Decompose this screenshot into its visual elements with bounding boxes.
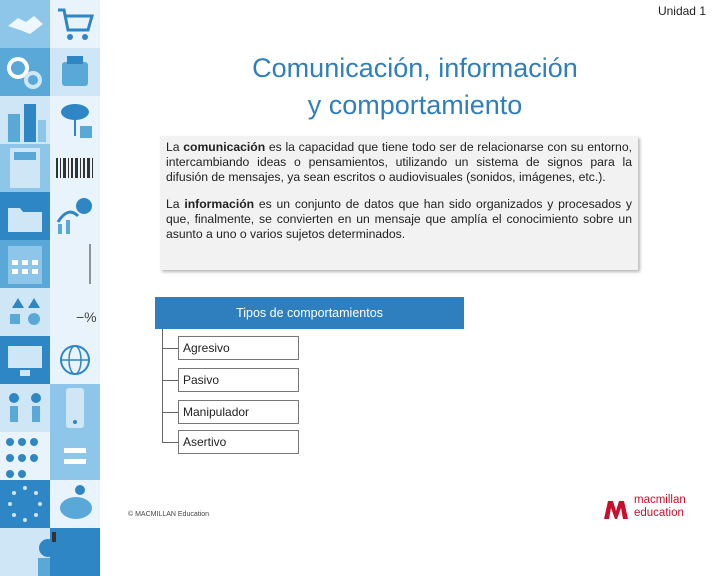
logo-line-2: education: [634, 507, 684, 519]
copyright-notice: © MACMILLAN Education: [128, 511, 210, 518]
piggy-bank-icon: [50, 480, 100, 528]
tree-branch: [162, 380, 178, 381]
behavior-type-pasivo: Pasivo: [178, 368, 299, 392]
cloud-network-icon: [50, 96, 100, 144]
behavior-type-manipulador: Manipulador: [178, 400, 299, 424]
desk-icon: [50, 528, 100, 576]
definitions-box: [160, 136, 638, 270]
communication-definition: [166, 140, 632, 185]
eu-stars-icon: [0, 480, 50, 528]
page-title-line-2: y comportamiento: [307, 90, 523, 120]
information-term: información: [184, 197, 255, 211]
shapes-icon: [0, 288, 50, 336]
communication-text: es la capacidad que tiene todo ser de relacionarse con su entorno, intercambiando ideas o pensamientos, utilizando un sistema de signos para la difusión de mensajes, ya sean escritos o audiovisuales (sonidos, imágenes, etc.).: [166, 140, 632, 184]
currency-exchange-icon: [50, 192, 100, 240]
buildings-icon: [0, 96, 50, 144]
sidebar-icon-strip: [0, 0, 100, 540]
equals-icon: [50, 432, 100, 480]
macmillan-logo-mark: [602, 495, 630, 523]
behavior-type-agresivo: Agresivo: [178, 336, 299, 360]
macmillan-logo: [598, 492, 706, 526]
communication-term: comunicación: [183, 140, 266, 154]
handshake-icon: [0, 0, 50, 48]
folder-icon: [0, 192, 50, 240]
mobile-icon: [50, 384, 100, 432]
calculator-icon: [0, 144, 50, 192]
svg-text:−%: −%: [76, 309, 97, 325]
gears-icon: [0, 48, 50, 96]
tree-connector: [162, 329, 163, 443]
tree-branch: [162, 412, 178, 413]
page-title-line-1: Comunicación, información: [252, 53, 578, 83]
unit-label: Unidad 1: [657, 4, 706, 18]
person-headset-icon: [0, 528, 50, 576]
behavior-type-asertivo: Asertivo: [178, 430, 299, 454]
chart-percent-icon: [50, 240, 100, 288]
calculator-keys-icon: [0, 240, 50, 288]
percent-icon: [50, 288, 100, 336]
barcode-icon: [50, 144, 100, 192]
logo-line-1: macmillan: [634, 494, 686, 506]
people-arrows-icon: [0, 384, 50, 432]
definition-prefix: La: [166, 197, 185, 211]
page-title: [200, 50, 630, 124]
tree-branch: [162, 442, 178, 443]
behavior-types-header: Tipos de comportamientos: [155, 297, 464, 329]
people-group-icon: [0, 432, 50, 480]
information-text: es un conjunto de datos que han sido organizados y procesados y que, finalmente, se convierten en un mensaje que amplía el conocimiento sobre un asunto a uno o varios sujetos determinados.: [166, 197, 632, 241]
definition-prefix: La: [166, 140, 184, 154]
globe-icon: [50, 336, 100, 384]
tree-branch: [162, 348, 178, 349]
phone-icon: [50, 48, 100, 96]
monitor-icon: [0, 336, 50, 384]
macmillan-logo-text: [634, 494, 686, 520]
shopping-cart-icon: [50, 0, 100, 48]
information-definition: [166, 197, 632, 242]
